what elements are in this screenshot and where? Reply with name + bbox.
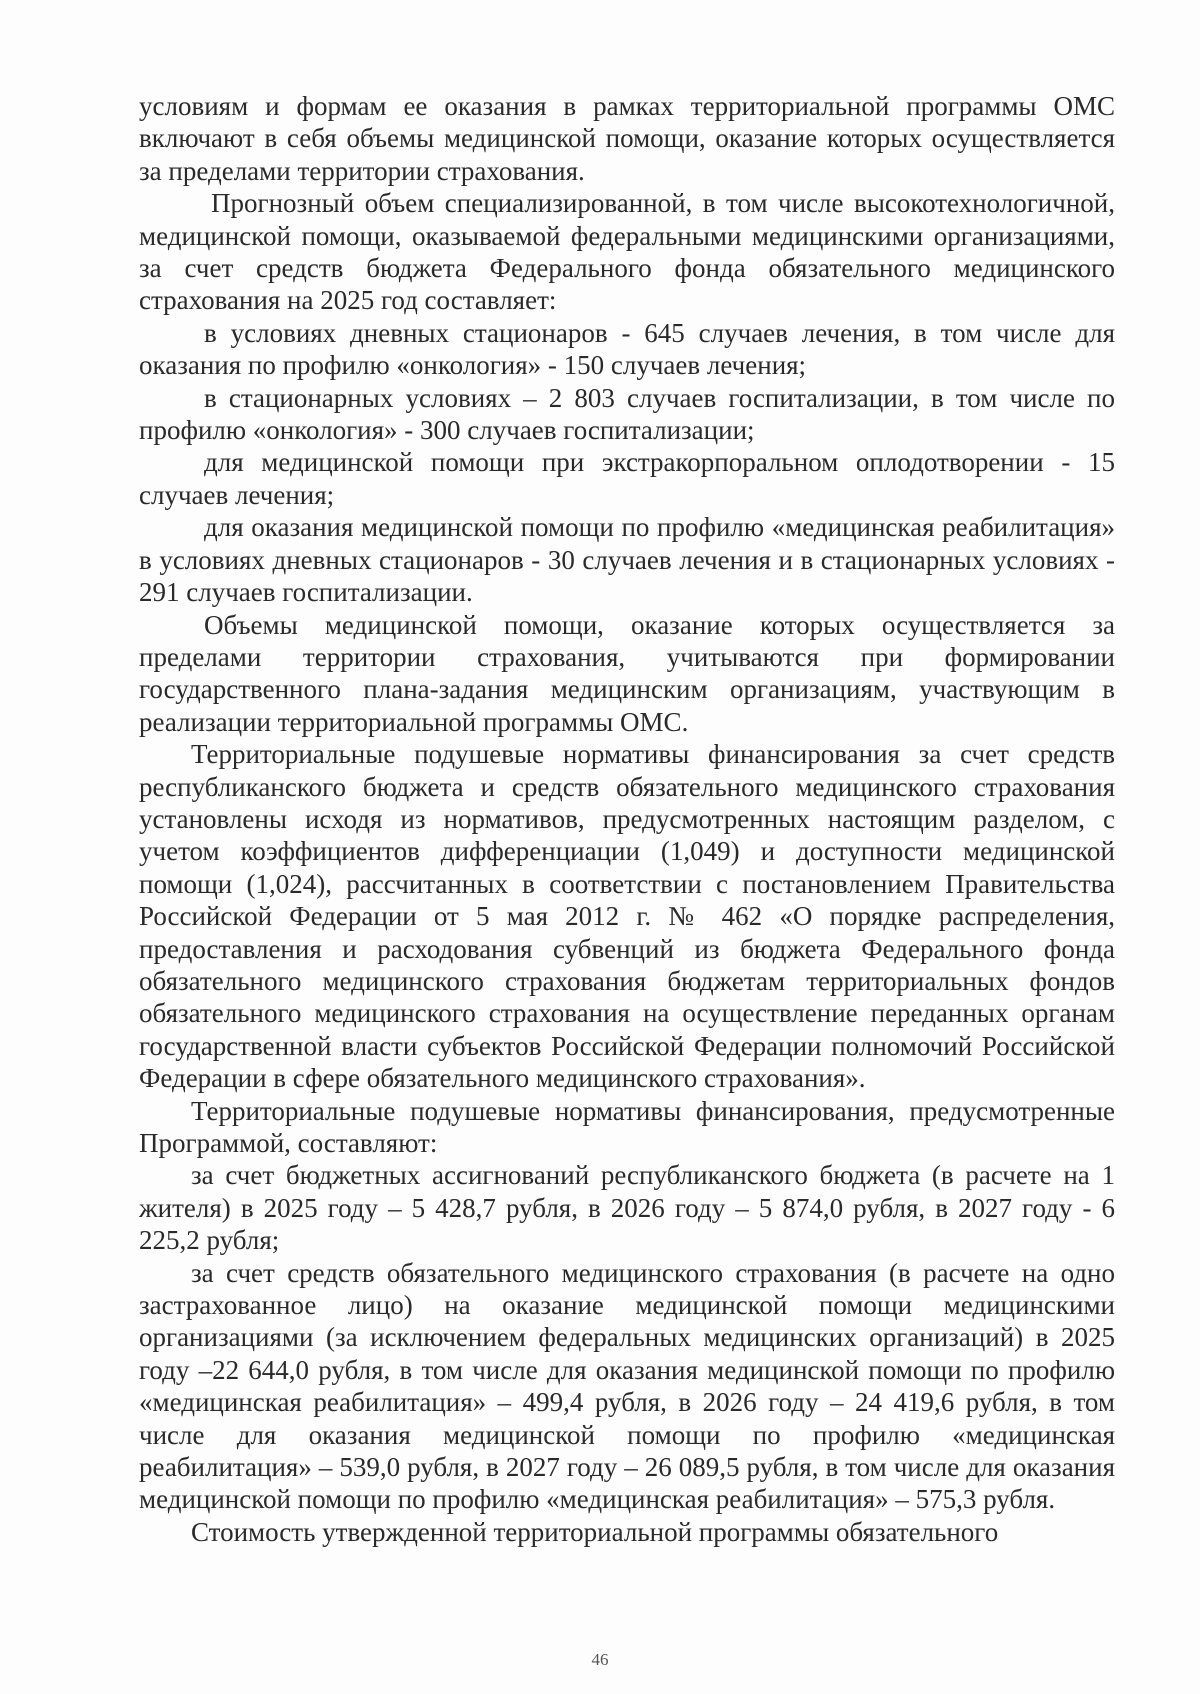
paragraph-9: Территориальные подушевые нормативы финансирования, предусмотренные Программой, составляют: xyxy=(139,1095,1115,1158)
paragraph-6: для оказания медицинской помощи по профилю «медицинская реабилитация» в условиях дневных стационаров - 30 случаев лечения и в стационарных условиях - 291 случаев госпитализации. xyxy=(139,512,1115,608)
document-body xyxy=(139,90,1115,1548)
paragraph-12: Стоимость утвержденной территориальной программы обязательного xyxy=(191,1516,999,1547)
paragraph-11: за счет средств обязательного медицинского страхования (в расчете на одно застрахованное лицо) на оказание медицинской помощи медицинскими организациями (за исключением федеральных медицинских организаций) в 2025 году –22 644,0 рубля, в том числе для оказания медицинской помощи по профилю «медицинская реабилитация» – 499,4 рубля, в 2026 году – 24 419,6 рубля, в том числе для оказания медицинской помощи по профилю «медицинская реабилитация» – 539,0 рубля, в 2027 году – 26 089,5 рубля, в том числе для оказания медицинской помощи по профилю «медицинская реабилитация» – 575,3 рубля. xyxy=(139,1257,1115,1515)
paragraph-4: в стационарных условиях – 2 803 случаев госпитализации, в том числе по профилю «онкология» - 300 случаев госпитализации; xyxy=(139,382,1115,446)
paragraph-3: в условиях дневных стационаров - 645 случаев лечения, в том числе для оказания по профилю «онкология» - 150 случаев лечения; xyxy=(139,317,1115,381)
paragraph-2: Прогнозный объем специализированной, в том числе высокотехнологичной, медицинской помощи, оказываемой федеральными медицинскими организациями, за счет средств бюджета Федерального фонда обязательного медицинского страхования на 2025 год составляет: xyxy=(139,188,1115,316)
paragraph-7: Объемы медицинской помощи, оказание которых осуществляется за пределами территории страхования, учитываются при формировании государственного плана-задания медицинским организациям, участвующим в реализации территориальной программы ОМС. xyxy=(139,609,1115,737)
paragraph-5: для медицинской помощи при экстракорпоральном оплодотворении - 15 случаев лечения; xyxy=(139,447,1115,510)
page-number: 46 xyxy=(591,1650,609,1669)
paragraph-1: условиям и формам ее оказания в рамках территориальной программы ОМС включают в себя объемы медицинской помощи, оказание которых осуществляется за пределами территории страхования. xyxy=(139,91,1115,186)
paragraph-10: за счет бюджетных ассигнований республиканского бюджета (в расчете на 1 жителя) в 2025 году – 5 428,7 рубля, в 2026 году – 5 874,0 рубля, в 2027 году - 6 225,2 рубля; xyxy=(139,1160,1115,1256)
paragraph-8: Территориальные подушевые нормативы финансирования за счет средств республиканского бюджета и средств обязательного медицинского страхования установлены исходя из нормативов, предусмотренных настоящим разделом, с учетом коэффициентов дифференциации (1,049) и доступности медицинской помощи (1,024), рассчитанных в соответствии с постановлением Правительства Российской Федерации от 5 мая 2012 г. № 462 «О порядке распределения, предоставления и расходования субвенций из бюджета Федерального фонда обязательного медицинского страхования бюджетам территориальных фондов обязательного медицинского страхования на осуществление переданных органам государственной власти субъектов Российской Федерации полномочий Российской Федерации в сфере обязательного медицинского страхования». xyxy=(139,739,1115,1094)
